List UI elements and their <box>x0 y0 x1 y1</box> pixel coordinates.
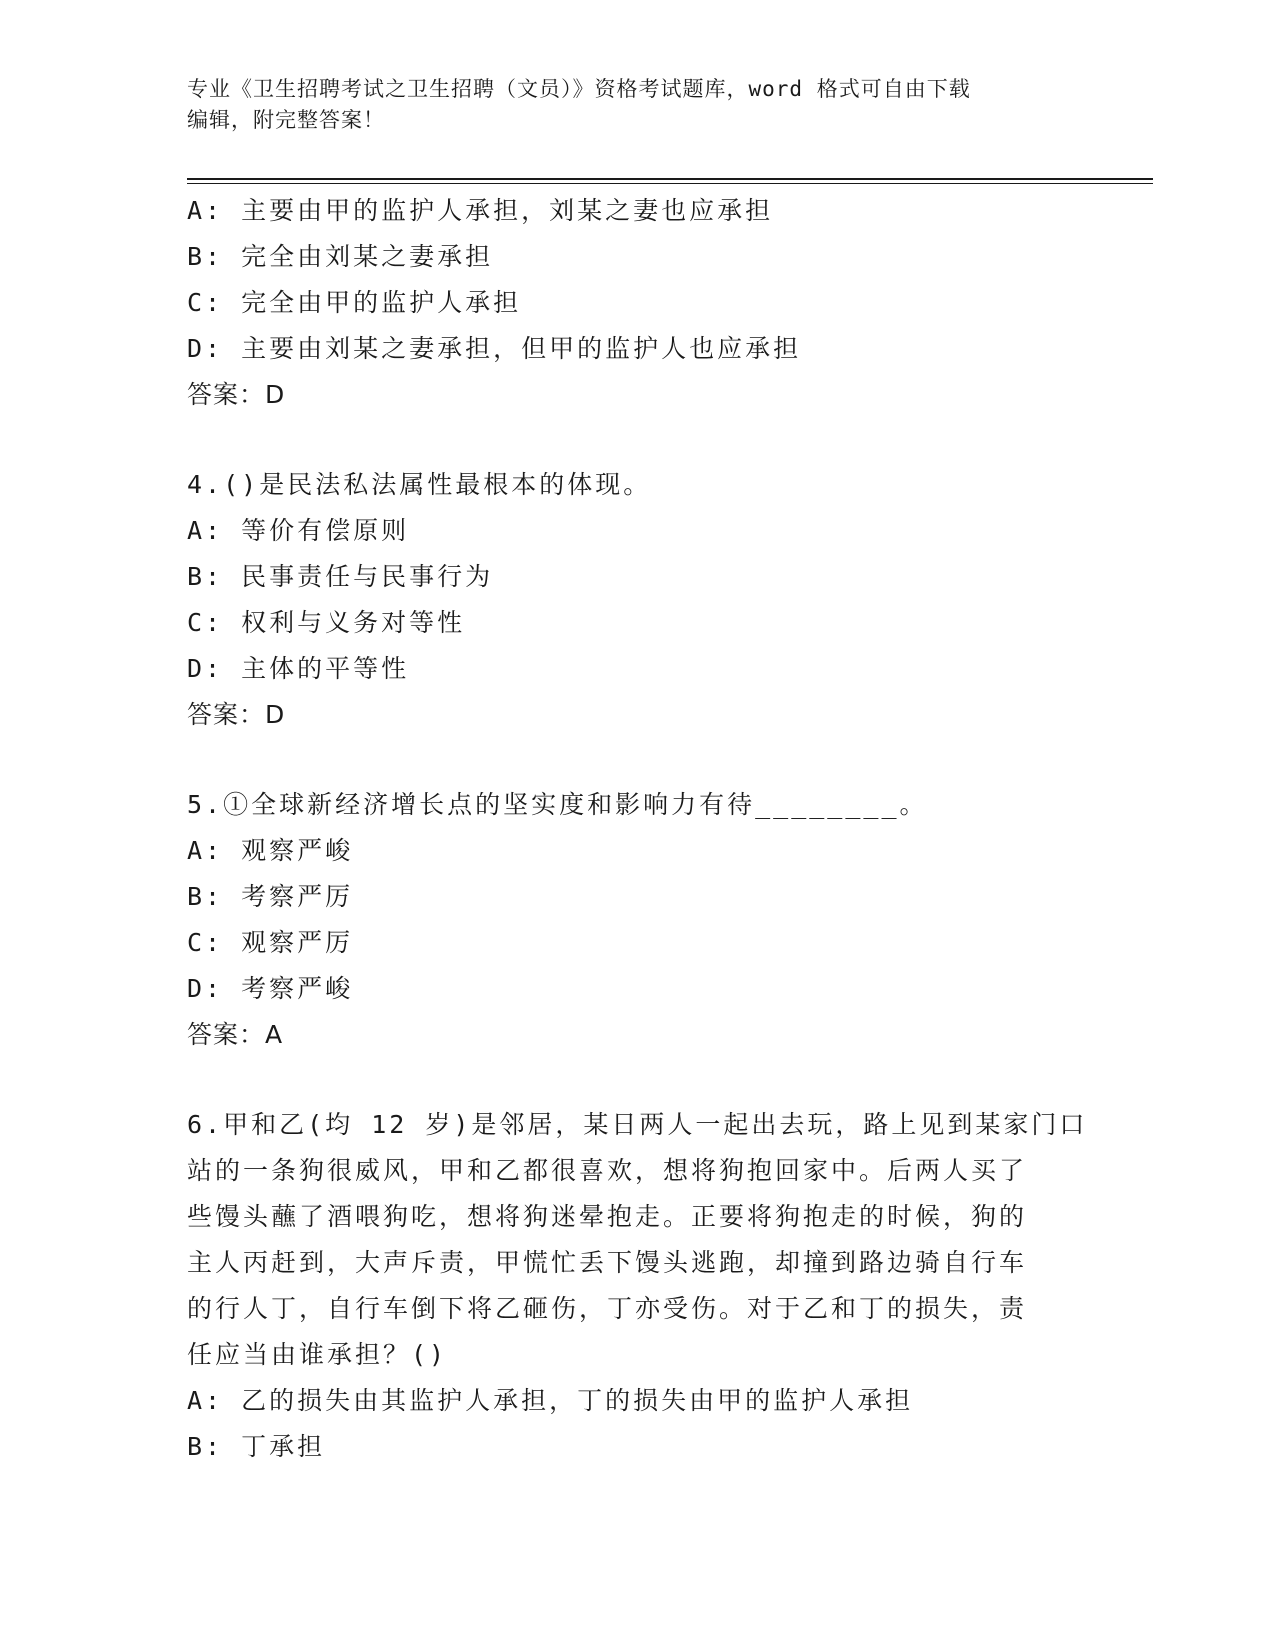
option-d: D: 考察严峻 <box>187 974 354 1003</box>
option-c: C: 权利与义务对等性 <box>187 608 466 637</box>
option-a: A: 乙的损失由其监护人承担，丁的损失由甲的监护人承担 <box>187 1386 914 1415</box>
answer-line: 答案：D <box>187 700 286 729</box>
question-stem-line: 的行人丁，自行车倒下将乙砸伤，丁亦受伤。对于乙和丁的损失，责 <box>187 1294 1028 1323</box>
question-block <box>187 1102 1088 1470</box>
answer-line: 答案：A <box>187 1020 284 1049</box>
header-line-2: 编辑，附完整答案！ <box>187 108 385 132</box>
option-d: D: 主体的平等性 <box>187 654 410 683</box>
option-b: B: 完全由刘某之妻承担 <box>187 242 494 271</box>
option-a: A: 等价有偿原则 <box>187 516 410 545</box>
question-block <box>187 782 1067 1058</box>
answer-line: 答案：D <box>187 380 286 409</box>
question-list <box>187 188 1088 1470</box>
header-line-1: 专业《卫生招聘考试之卫生招聘（文员）》资格考试题库，word 格式可自由下载 <box>187 77 971 101</box>
option-b: B: 考察严厉 <box>187 882 354 911</box>
page-header <box>187 74 1067 136</box>
header-divider-thick <box>187 178 1153 180</box>
question-stem: 4.()是民法私法属性最根本的体现。 <box>187 470 652 499</box>
question-stem-line: 6.甲和乙(均 12 岁)是邻居，某日两人一起出去玩，路上见到某家门口 <box>187 1110 1088 1139</box>
question-stem-line: 任应当由谁承担？() <box>187 1340 448 1369</box>
option-d: D: 主要由刘某之妻承担，但甲的监护人也应承担 <box>187 334 802 363</box>
question-stem-line: 站的一条狗很威风，甲和乙都很喜欢，想将狗抱回家中。后两人买了 <box>187 1156 1028 1185</box>
question-stem: 5.①全球新经济增长点的坚实度和影响力有待________。 <box>187 790 928 819</box>
question-stem-line: 些馒头蘸了酒喂狗吃，想将狗迷晕抱走。正要将狗抱走的时候，狗的 <box>187 1202 1028 1231</box>
question-stem-line: 主人丙赶到，大声斥责，甲慌忙丢下馒头逃跑，却撞到路边骑自行车 <box>187 1248 1028 1277</box>
option-a: A: 观察严峻 <box>187 836 354 865</box>
question-block <box>187 188 1067 418</box>
option-a: A: 主要由甲的监护人承担，刘某之妻也应承担 <box>187 196 774 225</box>
question-block <box>187 462 1067 738</box>
header-divider-thin <box>187 183 1153 184</box>
option-b: B: 丁承担 <box>187 1432 326 1461</box>
option-b: B: 民事责任与民事行为 <box>187 562 494 591</box>
option-c: C: 观察严厉 <box>187 928 354 957</box>
option-c: C: 完全由甲的监护人承担 <box>187 288 522 317</box>
